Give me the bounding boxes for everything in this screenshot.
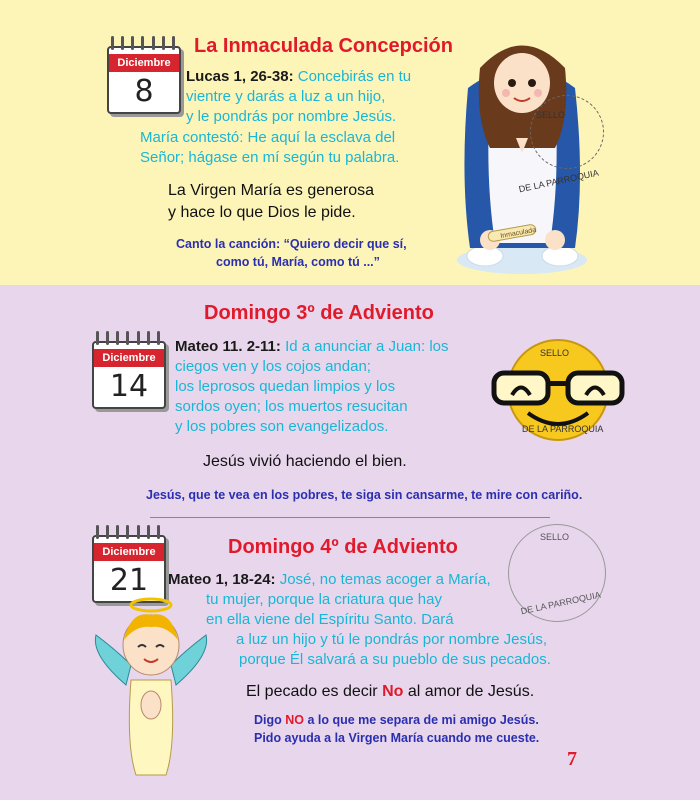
seal-label-bottom: DE LA PARROQUIA <box>517 167 600 195</box>
reading-line: Id a anunciar a Juan: los <box>285 338 449 355</box>
reading-ref: Mateo <box>175 338 219 355</box>
section2-prayer: Jesús, que te vea en los pobres, te siga sin cansarme, te mire con cariño. <box>146 488 583 502</box>
section3-title: Domingo 4º de Adviento <box>228 536 458 558</box>
calendar-day: 14 <box>109 369 149 404</box>
page-number: 7 <box>567 748 577 770</box>
reading-line: y le pondrás por nombre Jesús. <box>186 108 397 125</box>
reading-line: Señor; hágase en mí según tu palabra. <box>140 149 400 166</box>
reading-line: ciegos ven y los cojos andan; <box>175 358 371 375</box>
message-text: El pecado es decir <box>246 683 383 700</box>
section1-reading <box>186 67 411 127</box>
calendar-page <box>92 535 166 603</box>
parish-seal-area <box>530 95 604 169</box>
section1-message <box>168 180 374 224</box>
reading-line: José, no temas acoger a María, <box>279 571 491 588</box>
section2-title: Domingo 3º de Adviento <box>204 302 434 324</box>
reading-ref-num: 1, 18-24: <box>211 571 280 588</box>
seal-label-top: SELLO <box>536 110 566 120</box>
calendar-day: 8 <box>134 74 154 109</box>
calendar-month: Diciembre <box>109 54 179 72</box>
section1-title: La Inmaculada Concepción <box>194 35 453 57</box>
calendar-month: Diciembre <box>94 349 164 367</box>
section3-reading-cont <box>236 630 551 670</box>
reading-ref: Lucas <box>186 68 230 85</box>
reading-line: en ella viene del Espíritu Santo. Dará <box>206 611 454 628</box>
calendar-page <box>92 341 166 409</box>
calendar-rings <box>96 331 160 345</box>
reading-line: Concebirás en tu <box>297 68 412 85</box>
prayer-text: Digo <box>254 713 286 727</box>
section2-reading <box>175 337 449 437</box>
section3-message <box>246 681 534 703</box>
message-line: y hace lo que Dios le pide. <box>168 204 356 221</box>
section1-reading-cont <box>140 128 399 168</box>
reading-line: los leprosos quedan limpios y los <box>175 378 396 395</box>
seal-label-top: SELLO <box>540 532 570 542</box>
calendar-icon-december-14 <box>90 331 168 407</box>
message-text: al amor de Jesús. <box>403 683 535 700</box>
reading-ref: Mateo <box>168 571 212 588</box>
reading-line: sordos oyen; los muertos resucitan <box>175 398 408 415</box>
calendar-icon-december-21 <box>90 525 168 601</box>
section3-prayer <box>254 711 539 747</box>
reading-line: a luz un hijo y tú le pondrás por nombre Jesús, <box>236 631 548 648</box>
seal-label-bottom: DE LA PARROQUIA <box>519 589 602 617</box>
reading-line: vientre y darás a luz a un hijo, <box>186 88 386 105</box>
calendar-day: 21 <box>109 563 149 598</box>
section3-reading <box>168 570 491 630</box>
section1-song <box>176 235 407 271</box>
message-no: No <box>382 683 404 700</box>
song-line: Canto la canción: “Quiero decir que sí, <box>176 237 407 251</box>
message-line: La Virgen María es generosa <box>168 182 375 199</box>
section2-message: Jesús vivió haciendo el bien. <box>203 453 407 470</box>
song-line: como tú, María, como tú ...” <box>216 255 380 269</box>
calendar-icon-december-8 <box>105 36 183 112</box>
calendar-rings <box>111 36 175 50</box>
reading-line: María contestó: He aquí la esclava del <box>140 129 396 146</box>
reading-ref-num: 11. 2-11: <box>218 338 286 355</box>
seal-label-top: SELLO <box>540 348 570 358</box>
prayer-line: Pido ayuda a la Virgen María cuando me cueste. <box>254 731 540 745</box>
seal-label-bottom: DE LA PARROQUIA <box>522 424 604 434</box>
reading-line: y los pobres son evangelizados. <box>175 418 389 435</box>
banner-text: Inmaculada <box>499 226 537 241</box>
prayer-text: a lo que me separa de mi amigo Jesús. <box>304 713 539 727</box>
section-divider <box>150 517 550 518</box>
angel-illustration <box>86 595 216 785</box>
reading-ref-num: 1, 26-38: <box>229 68 298 85</box>
calendar-page <box>107 46 181 114</box>
calendar-rings <box>96 525 160 539</box>
calendar-month: Diciembre <box>94 543 164 561</box>
prayer-no: NO <box>285 713 304 727</box>
reading-line: porque Él salvará a su pueblo de sus pecados. <box>239 651 551 668</box>
reading-line: tu mujer, porque la criatura que hay <box>206 591 442 608</box>
